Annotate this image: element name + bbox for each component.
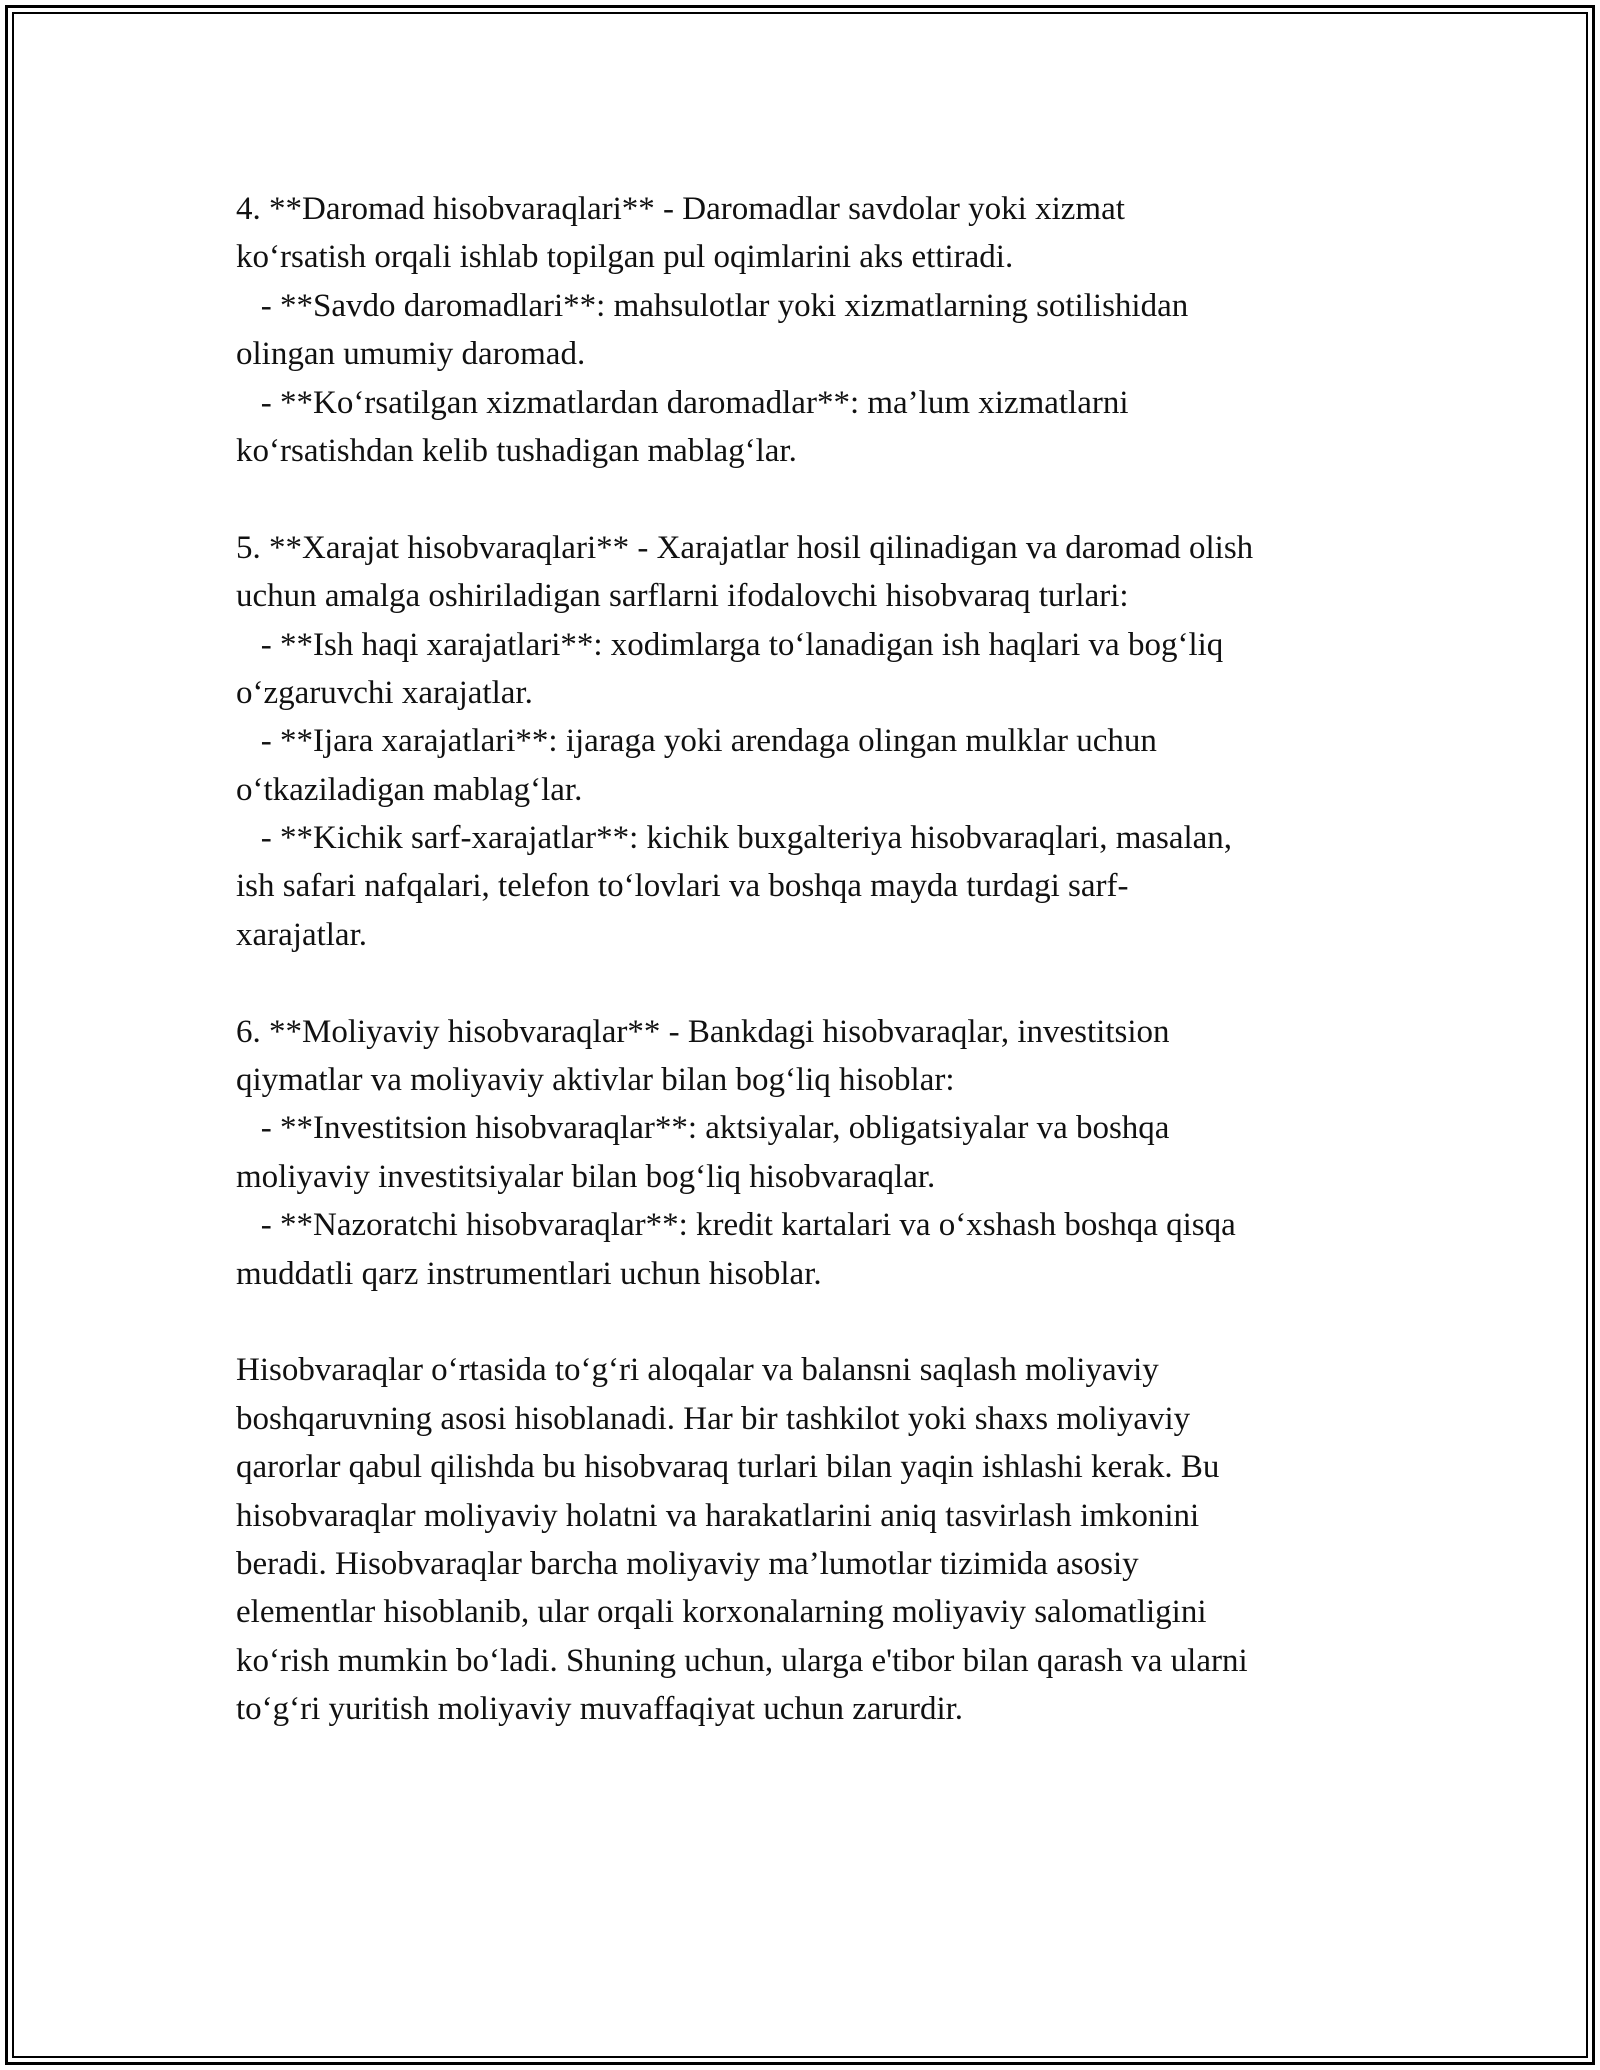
text-line: to‘g‘ri yuritish moliyaviy muvaffaqiyat uchun zarurdir.: [236, 1691, 964, 1728]
text-line: o‘tkaziladigan mablag‘lar.: [236, 771, 583, 808]
section-xarajat-hisobvaraqlari: [236, 524, 1396, 960]
text-line: moliyaviy investitsiyalar bilan bog‘liq hisobvaraqlar.: [236, 1158, 936, 1195]
text-line: - **Investitsion hisobvaraqlar**: aktsiyalar, obligatsiyalar va boshqa: [236, 1110, 1170, 1147]
text-line: 6. **Moliyaviy hisobvaraqlar** - Bankdagi hisobvaraqlar, investitsion: [236, 1013, 1170, 1050]
text-line: ko‘rsatishdan kelib tushadigan mablag‘lar.: [236, 432, 797, 469]
text-line: ko‘rish mumkin bo‘ladi. Shuning uchun, ularga e'tibor bilan qarash va ularni: [236, 1642, 1248, 1679]
text-line: muddatli qarz instrumentlari uchun hisoblar.: [236, 1255, 822, 1292]
text-line: qiymatlar va moliyaviy aktivlar bilan bog‘liq hisoblar:: [236, 1062, 955, 1099]
text-line: ish safari nafqalari, telefon to‘lovlari va boshqa mayda turdagi sarf-: [236, 868, 1129, 905]
text-line: boshqaruvning asosi hisoblanadi. Har bir tashkilot yoki shaxs moliyaviy: [236, 1400, 1191, 1437]
text-line: Hisobvaraqlar o‘rtasida to‘g‘ri aloqalar va balansni saqlash moliyaviy: [236, 1352, 1159, 1389]
text-line: 4. **Daromad hisobvaraqlari** - Daromadlar savdolar yoki xizmat: [236, 191, 1125, 227]
text-line: elementlar hisoblanib, ular orqali korxonalarning moliyaviy salomatligini: [236, 1594, 1207, 1631]
section-daromad-hisobvaraqlari: [236, 185, 1396, 475]
section-moliyaviy-hisobvaraqlar: [236, 1008, 1396, 1298]
text-line: o‘zgaruvchi xarajatlar.: [236, 674, 533, 711]
text-line: uchun amalga oshiriladigan sarflarni ifodalovchi hisobvaraq turlari:: [236, 578, 1129, 615]
text-line: beradi. Hisobvaraqlar barcha moliyaviy ma’lumotlar tizimida asosiy: [236, 1545, 1139, 1582]
text-line: olingan umumiy daromad.: [236, 336, 586, 373]
text-line: ko‘rsatish orqali ishlab topilgan pul oqimlarini aks ettiradi.: [236, 239, 1014, 276]
text-line: - **Ijara xarajatlari**: ijaraga yoki arendaga olingan mulklar uchun: [236, 723, 1157, 760]
text-line: - **Kichik sarf-xarajatlar**: kichik buxgalteriya hisobvaraqlari, masalan,: [236, 820, 1233, 857]
text-line: - **Ish haqi xarajatlari**: xodimlarga to‘lanadigan ish haqlari va bog‘liq: [236, 626, 1224, 663]
text-line: 5. **Xarajat hisobvaraqlari** - Xarajatlar hosil qilinadigan va daromad olish: [236, 529, 1254, 566]
text-line: qarorlar qabul qilishda bu hisobvaraq turlari bilan yaqin ishlashi kerak. Bu: [236, 1449, 1220, 1486]
text-line: hisobvaraqlar moliyaviy holatni va harakatlarini aniq tasvirlash imkonini: [236, 1497, 1200, 1534]
text-line: - **Ko‘rsatilgan xizmatlardan daromadlar**: ma’lum xizmatlarni: [236, 384, 1129, 421]
document-body: [236, 185, 1396, 1734]
paragraph-gap: [236, 1298, 1396, 1346]
concluding-paragraph: [236, 1346, 1396, 1733]
paragraph-gap: [236, 959, 1396, 1007]
text-line: - **Savdo daromadlari**: mahsulotlar yoki xizmatlarning sotilishidan: [236, 287, 1189, 324]
text-line: xarajatlar.: [236, 916, 368, 953]
text-line: - **Nazoratchi hisobvaraqlar**: kredit kartalari va o‘xshash boshqa qisqa: [236, 1207, 1236, 1244]
paragraph-gap: [236, 475, 1396, 523]
